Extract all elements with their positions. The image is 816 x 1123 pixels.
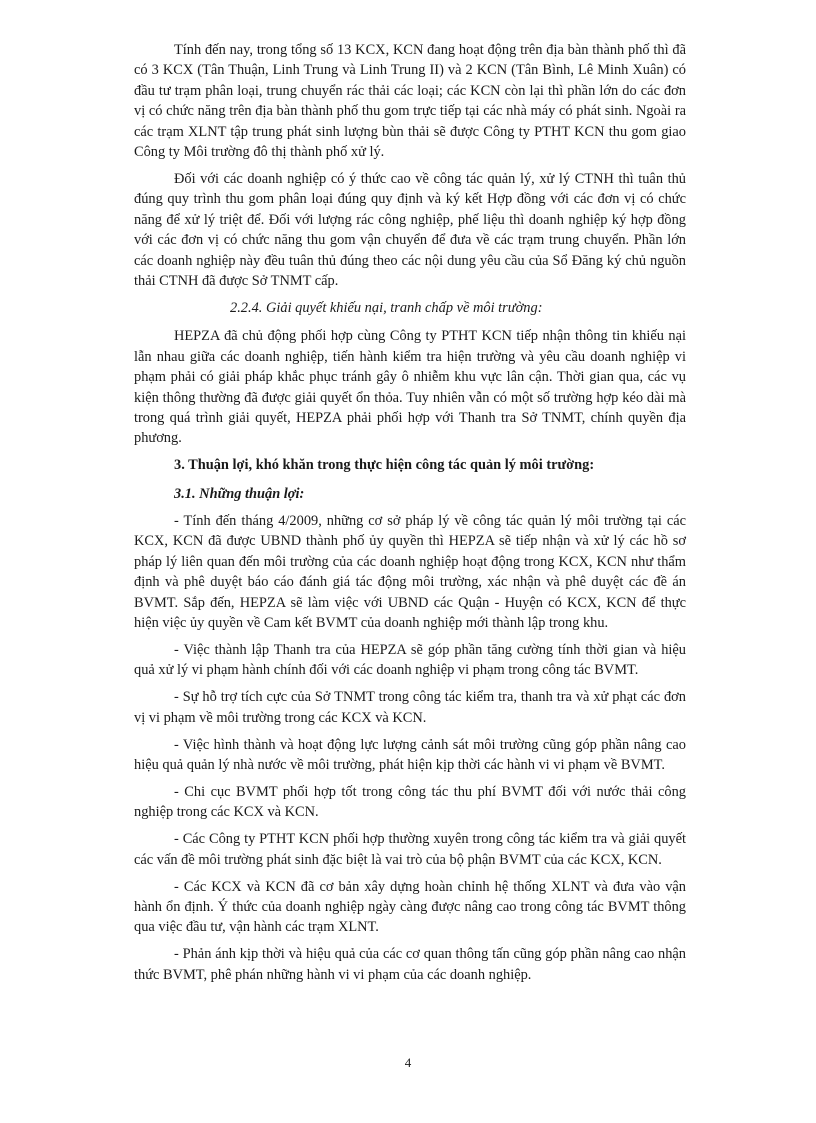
intro-paragraph-2: Đối với các doanh nghiệp có ý thức cao về công tác quản lý, xử lý CTNH thì tuân thủ đúng quy trình thu gom phân loại đúng quy định và ký kết Hợp đồng với các đơn vị có chức năng để xử lý triệt để. Đối với lượng rác công nghiệp, phế liệu thì doanh nghiệp ký hợp đồng với các đơn vị có chức năng thu gom vận chuyển để đưa về các trạm trung chuyển. Phần lớn các doanh nghiệp này đều tuân thủ đúng theo các nội dung yêu cầu của Sổ Đăng ký chủ nguồn thải CTNH đã được Sở TNMT cấp. [134, 170, 686, 289]
subheading-2-2-4: 2.2.4. Giải quyết khiếu nại, tranh chấp về môi trường: [230, 299, 543, 316]
advantage-item: - Việc thành lập Thanh tra của HEPZA sẽ góp phần tăng cường tính thời gian và hiệu quả xử lý vi phạm hành chính đối với các doanh nghiệp vi phạm trong công tác BVMT. [134, 641, 686, 679]
advantage-item: - Chi cục BVMT phối hợp tốt trong công tác thu phí BVMT đối với nước thải công nghiệp trong các KCX và KCN. [134, 783, 686, 821]
advantage-item: - Sự hỗ trợ tích cực của Sở TNMT trong công tác kiểm tra, thanh tra và xử phạt các đơn vị vi phạm về môi trường trong các KCX và KCN. [134, 689, 686, 726]
section-3-1-heading: 3.1. Những thuận lợi: [174, 485, 305, 502]
advantage-item: - Các KCX và KCN đã cơ bản xây dựng hoàn chỉnh hệ thống XLNT và đưa vào vận hành ổn định. Ý thức của doanh nghiệp ngày càng được nâng cao trong công tác BVMT thông qua việc đầu tư, vận hành các trạm XLNT. [134, 878, 686, 936]
paragraph-2-2-4: HEPZA đã chủ động phối hợp cùng Công ty PTHT KCN tiếp nhận thông tin khiếu nại lẫn nhau giữa các doanh nghiệp, tiến hành kiểm tra hiện trường và yêu cầu doanh nghiệp vi phạm phải có giải pháp khắc phục tránh gây ô nhiễm khu vực lân cận. Thời gian qua, các vụ kiện thông thường đã được giải quyết ổn thỏa. Tuy nhiên vẫn có một số trường hợp kéo dài mà trong quá trình giải quyết, HEPZA phải phối hợp với Thanh tra Sở TNMT, chính quyền địa phương. [134, 328, 686, 447]
advantage-item: - Các Công ty PTHT KCN phối hợp thường xuyên trong công tác kiểm tra và giải quyết các vấn đề môi trường phát sinh đặc biệt là vai trò của bộ phận BVMT của các KCX, KCN. [134, 831, 686, 868]
section-3-heading: 3. Thuận lợi, khó khăn trong thực hiện công tác quản lý môi trường: [174, 457, 595, 474]
advantage-item: - Tính đến tháng 4/2009, những cơ sở pháp lý về công tác quản lý môi trường tại các KCX, KCN đã được UBND thành phố ủy quyền thì HEPZA sẽ tiếp nhận và xử lý các hồ sơ pháp lý liên quan đến môi trường của các doanh nghiệp hoạt động trong KCX, KCN như thẩm định và phê duyệt báo cáo đánh giá tác động môi trường, xác nhận và phê duyệt các đề án BVMT. Sắp đến, HEPZA sẽ làm việc với UBND các Quận - Huyện có KCX, KCN để thực hiện việc ủy quyền về Cam kết BVMT của doanh nghiệp mới thành lập trong khu. [134, 513, 686, 632]
intro-paragraph-1: Tính đến nay, trong tổng số 13 KCX, KCN đang hoạt động trên địa bàn thành phố thì đã có 3 KCX (Tân Thuận, Linh Trung và Linh Trung II) và 2 KCN (Tân Bình, Lê Minh Xuân) có đầu tư trạm phân loại, trung chuyển rác thải các loại; các KCN còn lại thì phần lớn do các đơn vị có chức năng trên địa bàn thành phố thu gom trực tiếp tại các nhà máy có phát sinh. Ngoài ra các trạm XLNT tập trung phát sinh lượng bùn thải sẽ được Công ty PTHT KCN thu gom giao Công ty Môi trường đô thị thành phố xử lý. [134, 42, 686, 161]
advantage-item: - Phản ánh kịp thời và hiệu quả của các cơ quan thông tấn cũng góp phần nâng cao nhận thức BVMT, phê phán những hành vi vi phạm của các doanh nghiệp. [134, 946, 686, 983]
advantage-item: - Việc hình thành và hoạt động lực lượng cảnh sát môi trường cũng góp phần nâng cao hiệu quả quản lý nhà nước về môi trường, phát hiện kịp thời các hành vi vi phạm về BVMT. [134, 736, 686, 773]
document-page [134, 40, 686, 992]
page-number: 4 [404, 1055, 412, 1070]
